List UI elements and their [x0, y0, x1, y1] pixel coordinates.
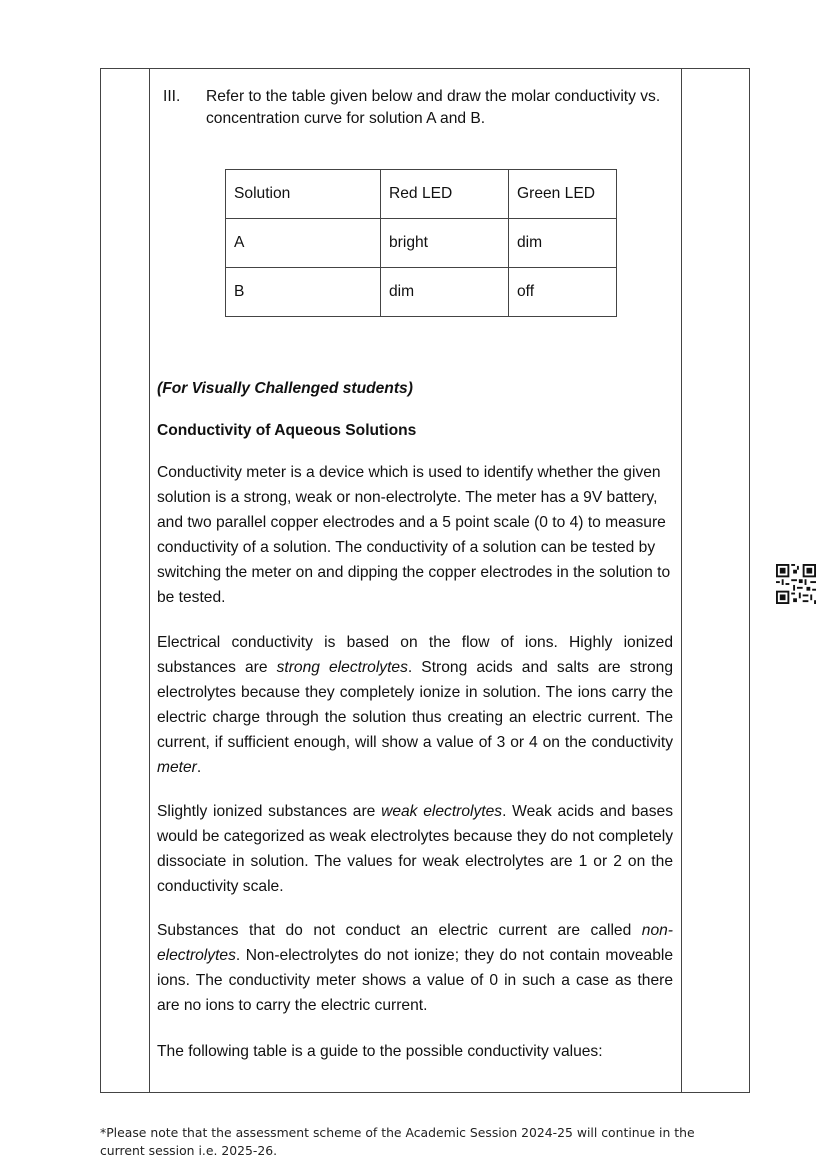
term-non-electrolytes: non-electrolytes [157, 922, 673, 964]
paragraph-text: The following table is a guide to the possible conductivity values: [157, 1043, 603, 1060]
question-number: III. [163, 88, 181, 105]
paragraph-text: . Non-electrolytes do not ionize; they do not contain moveable ions. The conductivity meter shows a value of 0 in such a case as there are no ions to carry the electric current. [157, 947, 673, 1014]
cell-solution: A [226, 219, 381, 268]
paragraph-text: . Weak acids and bases would be categorized as weak electrolytes because they do not completely dissociate in solution. The values for weak electrolytes are 1 or 2 on the conductivity scale. [157, 803, 673, 895]
visually-challenged-note: (For Visually Challenged students) [157, 380, 413, 397]
header-green-led: Green LED [509, 170, 617, 219]
term-meter: meter [157, 759, 197, 776]
paragraph-text: Electrical conductivity is based on the flow of ions. Highly ionized substances are [157, 634, 673, 676]
footer-note: *Please note that the assessment scheme of the Academic Session 2024-25 will continue in the current session i.e. 2025-26. [100, 1125, 695, 1158]
cell-red-led: bright [381, 219, 509, 268]
table-row [226, 219, 617, 268]
paragraph-text: . [196, 759, 202, 776]
column-divider-left [149, 69, 150, 1092]
led-table [225, 169, 617, 317]
paragraph-text: Slightly ionized substances are [157, 803, 382, 820]
table-header-row [226, 170, 617, 219]
paragraph-conductivity-meter [157, 460, 673, 610]
paragraph-non-electrolytes [157, 918, 673, 1018]
cell-green-led: off [509, 268, 617, 317]
paragraph-table-guide [157, 1039, 673, 1064]
term-weak-electrolytes: weak electrolytes [381, 803, 503, 820]
cell-solution: B [226, 268, 381, 317]
paragraph-text: Conductivity meter is a device which is used to identify whether the given solution is a strong, weak or non-electrolyte. The meter has a 9V battery, and two parallel copper electrodes and a 5 point scale (0 to 4) to measure conductivity of a solution. The conductivity of a solution can be tested by switching the meter on and dipping the copper electrodes in the solution to be tested. [157, 464, 671, 606]
table-row [226, 268, 617, 317]
paragraph-strong-electrolytes [157, 630, 673, 780]
qr-code-icon [776, 564, 816, 604]
question-text: Refer to the table given below and draw the molar conductivity vs. concentration curve for solution A and B. [206, 88, 661, 127]
header-red-led: Red LED [381, 170, 509, 219]
paragraph-text: Substances that do not conduct an electric current are called [157, 922, 642, 939]
cell-red-led: dim [381, 268, 509, 317]
cell-green-led: dim [509, 219, 617, 268]
paragraph-text: . Strong acids and salts are strong electrolytes because they completely ionize in solution. The ions carry the electric charge through the solution thus creating an electric current. The current, if sufficient enough, will show a value of 3 or 4 on the conductivity [157, 659, 674, 751]
paragraph-weak-electrolytes [157, 799, 673, 899]
header-solution: Solution [226, 170, 381, 219]
column-divider-right [681, 69, 682, 1092]
section-heading: Conductivity of Aqueous Solutions [157, 422, 417, 439]
term-strong-electrolytes: strong electrolytes [276, 659, 408, 676]
